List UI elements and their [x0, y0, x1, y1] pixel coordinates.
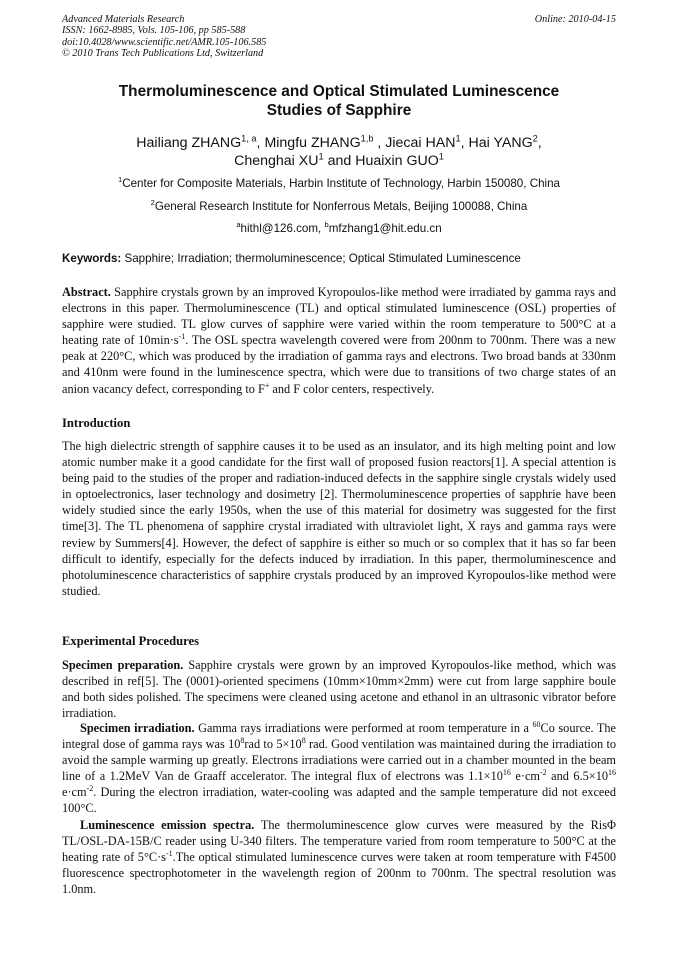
subsection-label: Specimen irradiation. [80, 721, 195, 735]
affiliation-text: Center for Composite Materials, Harbin Institute of Technology, Harbin 150080, China [122, 177, 560, 190]
author-affiliation-mark: 1,b [360, 133, 374, 144]
superscript: -1 [178, 332, 186, 342]
paragraph-text: Sapphire crystals were grown by an improved Kyropoulos-like method, which was described in ref[5]. The (0001)-oriented specimens (10mm×10mm×2mm) were cut from large sapphire boule and both sides polished. The specimens were cleaned using acetone and ethanol in an ultrasonic vibrator before irradiation. [62, 658, 617, 721]
affiliation-2 [62, 200, 616, 214]
luminescence-spectra-paragraph [62, 817, 616, 897]
author-line-2 [62, 152, 616, 170]
superscript: -1 [165, 849, 173, 859]
paragraph-text: e·cm [62, 785, 87, 800]
keywords [62, 252, 616, 266]
paragraph-text: rad. Good ventilation was maintained during the irradiation to avoid the sample warming up greatly. Electrons irradiations were carried out in a chamber mounted in the beam line of a 1.2MeV Van de Graaff accelerator. The integral flux of electrons was 1.1×10 [62, 737, 617, 784]
journal-name: Advanced Materials Research [62, 14, 185, 25]
author-affiliation-mark: 1 [455, 133, 461, 144]
copyright-line: © 2010 Trans Tech Publications Ltd, Switzerland [62, 48, 264, 60]
affiliation-text: General Research Institute for Nonferrous Metals, Beijing 100088, China [154, 200, 528, 213]
email-mark: a [236, 220, 241, 230]
paragraph-text: Co source. The integral dose of gamma rays was 10 [62, 721, 616, 752]
email-mark: b [324, 220, 329, 230]
author-name: Huaixin GUO [355, 153, 439, 169]
subsection-label: Specimen preparation. [62, 658, 184, 672]
author-name: Jiecai HAN [385, 135, 456, 151]
abstract-paragraph [62, 284, 616, 397]
subsection-label: Luminescence emission spectra. [80, 818, 255, 832]
keywords-label: Keywords: [62, 252, 122, 265]
superscript: + [264, 380, 270, 390]
author-line-1: Hailiang ZHANG$^{1, a}$, Mingfu ZHANG$^{1,b}$ , Jiecai HAN$^1$, Hai YANG$^2$, [136, 133, 542, 151]
affiliation-1 [62, 177, 616, 191]
paragraph-text: The thermoluminescence glow curves were measured by the RisΦ TL/OSL-DA-15B/C reader using U-340 filters. The temperature varied from room temperature to 500°C at the heating rate of 5°C·s [62, 818, 616, 865]
superscript: -2 [86, 784, 94, 794]
paragraph-text: Gamma rays irradiations were performed at room temperature in a [194, 721, 533, 735]
superscript: 60 [532, 719, 541, 729]
author-conjunction: and [327, 153, 352, 169]
email-link[interactable]: mfzhang1@hit.edu.cn [328, 222, 442, 235]
publication-info [62, 14, 266, 60]
issn-line: ISSN: 1662-8985, Vols. 105-106, pp 585-588 [62, 25, 246, 37]
superscript: 16 [502, 768, 511, 778]
author-emails [62, 222, 616, 236]
title-line-2: Studies of Sapphire [266, 102, 412, 119]
author-name: Mingfu ZHANG [264, 135, 361, 151]
author-affiliation-mark: 1 [318, 151, 324, 162]
paragraph-text: . During the electron irradiation, water-cooling was adapted and the sample temperature did not exceed 100°C. [62, 785, 616, 816]
superscript: 8 [301, 736, 306, 745]
affiliation-mark: 2 [150, 198, 155, 208]
doi-line: doi:10.4028/www.scientific.net/AMR.105-106.585 [62, 36, 267, 48]
online-date: Online: 2010-04-15 [534, 14, 616, 25]
author-affiliation-mark: 1 [438, 151, 444, 162]
keywords-text: Sapphire; Irradiation; thermoluminescence; Optical Stimulated Luminescence [121, 252, 521, 265]
superscript: 8 [240, 736, 245, 745]
superscript: -2 [540, 768, 547, 778]
affiliation-mark: 1 [118, 175, 123, 185]
superscript: 16 [608, 768, 617, 778]
abstract-text: Sapphire crystals grown by an improved Kyropoulos-like method were irradiated by gamma rays and electrons in this paper. Thermoluminescence (TL) and optical stimulated luminescence (OSL) properties of sapphire were studied. TL glow curves of sapphire were varied within the room temperature to 500°C at a heating rate of 10min·s [62, 285, 616, 348]
abstract-label: Abstract. [62, 285, 111, 299]
author-affiliation-mark: 2 [532, 133, 538, 144]
paragraph-text: and 6.5×10 [546, 769, 609, 784]
email-link[interactable]: hithl@126.com, [240, 222, 325, 235]
author-name: Hailiang ZHANG [136, 135, 242, 151]
paragraph-text: .The optical stimulated luminescence curves were taken at room temperature with F4500 fluorescence spectrophotometer in the wavelength region of 200nm to 700nm. The spectral resolution was 1.0nm. [62, 850, 616, 897]
author-name: Chenghai XU [234, 153, 319, 169]
paper-title [62, 82, 616, 120]
section-heading-experimental: Experimental Procedures [62, 634, 199, 648]
introduction-paragraph: The high dielectric strength of sapphire causes it to be used as an insulator, and its high melting point and low atomic number make it a good candidate for the first wall of proposed fusion reactors[1]. A special attention is being paid to the studies of the proper and radiation-induced defects in the sapphire single crystals widely used in optoelectronics, laser technology and dosimetry [2]. Thermoluminescence properties of sapphrie have been widely studied since the early 1950s, when the use of this material for dosimetry was suggested for the first time[3]. The TL phenomena of sapphire crystal irradiated with ultraviolet light, X rays and gamma rays were review by Summers[4]. However, the defect of sapphire is either so much or so complex that it has so far been difficult to identify, especially for the defects induced by irradiation. In this paper, thermoluminescence and photoluminescence characteristics of sapphire crystals produced by an improved Kyropoulos-like method were studied. [62, 439, 616, 598]
author-list [62, 134, 616, 170]
title-line-1: Thermoluminescence and Optical Stimulated Luminescence [118, 83, 560, 100]
abstract-text: . The OSL spectra wavelength covered were from 200nm to 700nm. There was a new peak at 220°C, which was produced by the irradiation of gamma rays and electrons. Two broad bands at 330nm and 410nm were found in the luminescence spectra, which were due to transitions of two charge states of an anion vacancy defect, corresponding to F [62, 333, 616, 396]
abstract-text: and F color centers, respectively. [269, 381, 435, 396]
paragraph-text: e·cm [510, 769, 540, 784]
author-name: Hai YANG [468, 135, 533, 151]
section-heading-introduction: Introduction [62, 416, 131, 430]
paragraph-text: rad to 5×10 [244, 737, 302, 752]
specimen-irradiation-paragraph [62, 720, 616, 817]
specimen-preparation-paragraph [62, 657, 616, 721]
author-affiliation-mark: 1, a [241, 133, 257, 144]
